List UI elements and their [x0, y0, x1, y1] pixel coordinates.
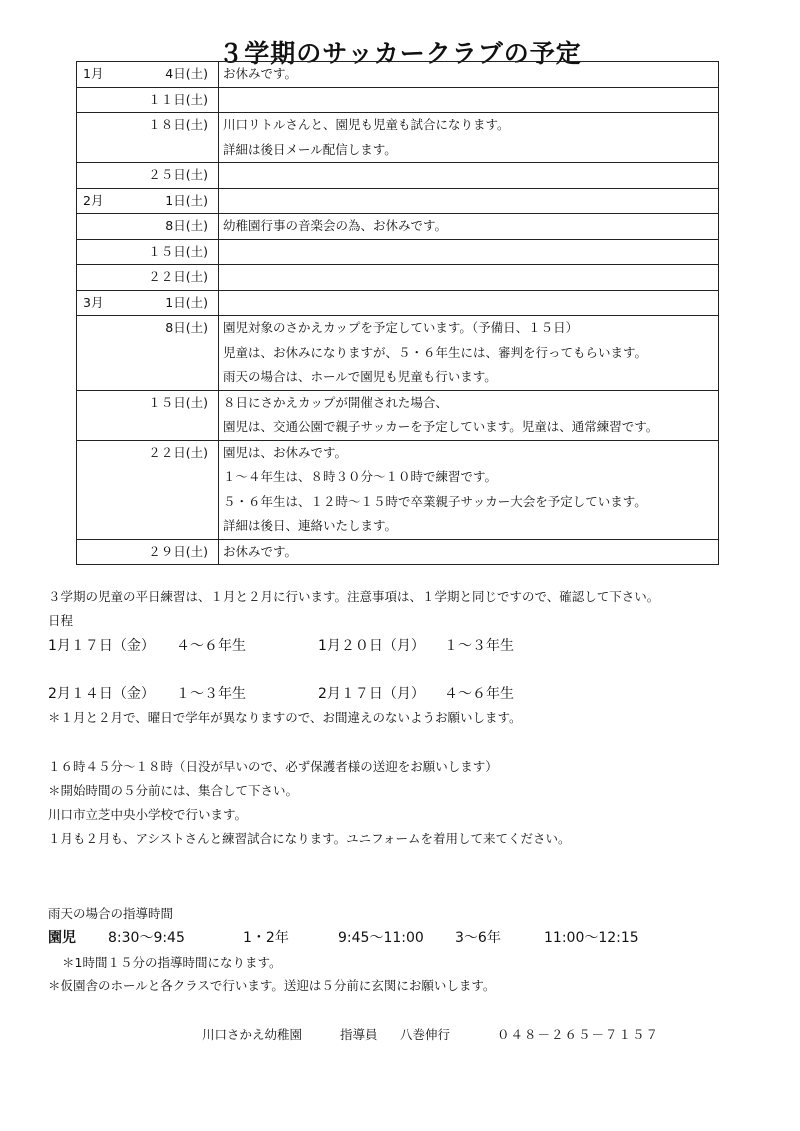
schedule-date-cell — [77, 62, 219, 88]
rain-note-1: ＊1時間１５分の指導時間になります。 — [62, 955, 282, 970]
table-row — [77, 290, 719, 316]
schedule-label: 日程 — [48, 613, 74, 628]
footer-school: 川口さかえ幼稚園 — [202, 1027, 303, 1042]
footer-phone: ０４８－２６５－７１５７ — [497, 1027, 660, 1042]
schedule-date-cell — [77, 239, 219, 265]
schedule-note-cell — [219, 290, 719, 316]
schedule-date-cell — [77, 214, 219, 240]
schedule-note — [223, 291, 714, 316]
schedule-note: 雨天の場合は、ホールで園児も児童も行います。 — [223, 369, 497, 384]
schedule-date-cell — [77, 390, 219, 440]
table-row — [77, 214, 719, 240]
rain-group1-label: 園児 — [48, 930, 76, 946]
schedule-day: ２９日(土) — [148, 543, 208, 559]
table-row — [77, 62, 719, 88]
table-row — [77, 539, 719, 565]
schedule-note: 幼稚園行事の音楽会の為、お休みです。 — [223, 218, 448, 233]
footer-name: 八巻伸行 — [400, 1027, 451, 1042]
schedule-day: 8日(土) — [165, 320, 208, 335]
rain-group3-time: 11:00～12:15 — [544, 930, 639, 946]
schedule-note — [223, 189, 714, 214]
rain-note-2: ＊仮園舎のホールと各クラスで行います。送迎は５分前に玄関にお願いします。 — [48, 978, 496, 993]
rain-group1-time: 8:30～9:45 — [108, 930, 185, 946]
schedule-note: 園児対象のさかえカップを予定しています。（予備日、１５日） — [223, 320, 579, 335]
schedule-note-cell — [219, 539, 719, 565]
jan-b-grade: １～３年生 — [444, 638, 514, 654]
schedule-day: ２２日(土) — [148, 269, 208, 284]
schedule-day: 1日(土) — [165, 192, 208, 208]
schedule-note-cell — [219, 214, 719, 240]
schedule-day: １５日(土) — [148, 243, 208, 259]
schedule-note: ５・６年生は、１２時～１５時で卒業親子サッカー大会を予定しています。 — [223, 493, 647, 509]
schedule-day: 4日(土) — [165, 66, 208, 81]
schedule-note: 園児は、お休みです。 — [223, 444, 348, 460]
schedule-note-cell — [219, 62, 719, 88]
feb-a-date: 2月１４日（金） — [48, 686, 155, 702]
table-row — [77, 113, 719, 163]
footer-role: 指導員 — [340, 1027, 378, 1042]
rain-heading: 雨天の場合の指導時間 — [48, 906, 174, 921]
schedule-date-cell — [77, 87, 219, 113]
schedule-note: 児童は、お休みになりますが、５・６年生には、審判を行ってもらいます。 — [223, 344, 648, 360]
table-row — [77, 163, 719, 189]
schedule-day: １８日(土) — [148, 117, 208, 132]
schedule-day: 8日(土) — [165, 218, 208, 233]
jan-b-date: 1月２０日（月） — [318, 638, 425, 654]
schedule-note: 園児は、交通公園で親子サッカーを予定しています。児童は、通常練習です。 — [223, 419, 659, 434]
table-row — [77, 188, 719, 214]
schedule-day: １５日(土) — [148, 394, 208, 410]
schedule-note-cell — [219, 390, 719, 440]
schedule-note-cell — [219, 113, 719, 163]
schedule-day: １１日(土) — [148, 91, 208, 107]
schedule-note-cell — [219, 239, 719, 265]
practice-time: １６時４５分～１８時（日没が早いので、必ず保護者様の送迎をお願いします） — [48, 759, 498, 774]
schedule-note — [223, 88, 714, 113]
schedule-note: 詳細は後日メール配信します。 — [223, 141, 397, 157]
schedule-date-cell — [77, 539, 219, 565]
schedule-date-cell — [77, 163, 219, 189]
schedule-table — [76, 61, 719, 565]
schedule-date-cell — [77, 188, 219, 214]
rain-group3-label: 3～6年 — [455, 930, 501, 946]
schedule-note — [223, 265, 714, 290]
caution-note: ＊１月と２月で、曜日で学年が異なりますので、お間違えのないようお願いします。 — [48, 710, 522, 725]
schedule-date-cell — [77, 265, 219, 291]
table-row — [77, 390, 719, 440]
schedule-note-cell — [219, 87, 719, 113]
schedule-note: 詳細は後日、連絡いたします。 — [223, 518, 398, 533]
schedule-note: お休みです。 — [223, 543, 298, 559]
schedule-note-cell — [219, 316, 719, 391]
feb-b-date: 2月１７日（月） — [318, 686, 425, 702]
schedule-date-cell — [77, 290, 219, 316]
schedule-note-cell — [219, 265, 719, 291]
schedule-month: 1月 — [83, 66, 104, 81]
schedule-date-cell — [77, 316, 219, 391]
schedule-note-cell — [219, 440, 719, 539]
weekday-intro: ３学期の児童の平日練習は、１月と２月に行います。注意事項は、１学期と同じですので、確認して下さい。 — [48, 589, 660, 604]
table-row — [77, 87, 719, 113]
schedule-note: ８日にさかえカップが開催された場合、 — [223, 394, 448, 410]
schedule-note: １～４年生は、８時３０分～１０時で練習です。 — [223, 469, 498, 484]
table-row — [77, 440, 719, 539]
table-row — [77, 316, 719, 391]
table-row — [77, 239, 719, 265]
feb-a-grade: １～３年生 — [176, 686, 246, 702]
schedule-note — [223, 240, 714, 265]
schedule-note — [223, 163, 714, 188]
schedule-note-cell — [219, 163, 719, 189]
rain-group2-label: 1・2年 — [243, 930, 289, 946]
schedule-note: お休みです。 — [223, 66, 298, 81]
schedule-note-cell — [219, 188, 719, 214]
schedule-month: 3月 — [83, 294, 104, 310]
rain-group2-time: 9:45～11:00 — [338, 930, 424, 946]
jan-a-grade: ４～６年生 — [176, 638, 246, 654]
schedule-day: ２５日(土) — [148, 167, 208, 182]
jan-a-date: 1月１７日（金） — [48, 638, 155, 654]
schedule-date-cell — [77, 440, 219, 539]
schedule-day: ２２日(土) — [148, 444, 208, 460]
schedule-date-cell — [77, 113, 219, 163]
practice-match: １月も２月も、アシストさんと練習試合になります。ユニフォームを着用して来てください。 — [48, 831, 571, 846]
feb-b-grade: ４～６年生 — [444, 686, 514, 702]
gather-note: ＊開始時間の５分前には、集合して下さい。 — [48, 783, 299, 798]
table-row — [77, 265, 719, 291]
schedule-day: 1日(土) — [165, 294, 208, 310]
schedule-month: 2月 — [83, 192, 104, 208]
schedule-note: 川口リトルさんと、園児も児童も試合になります。 — [223, 117, 510, 132]
page-title: ３学期のサッカークラブの予定 — [218, 39, 582, 68]
practice-place: 川口市立芝中央小学校で行います。 — [48, 807, 248, 822]
